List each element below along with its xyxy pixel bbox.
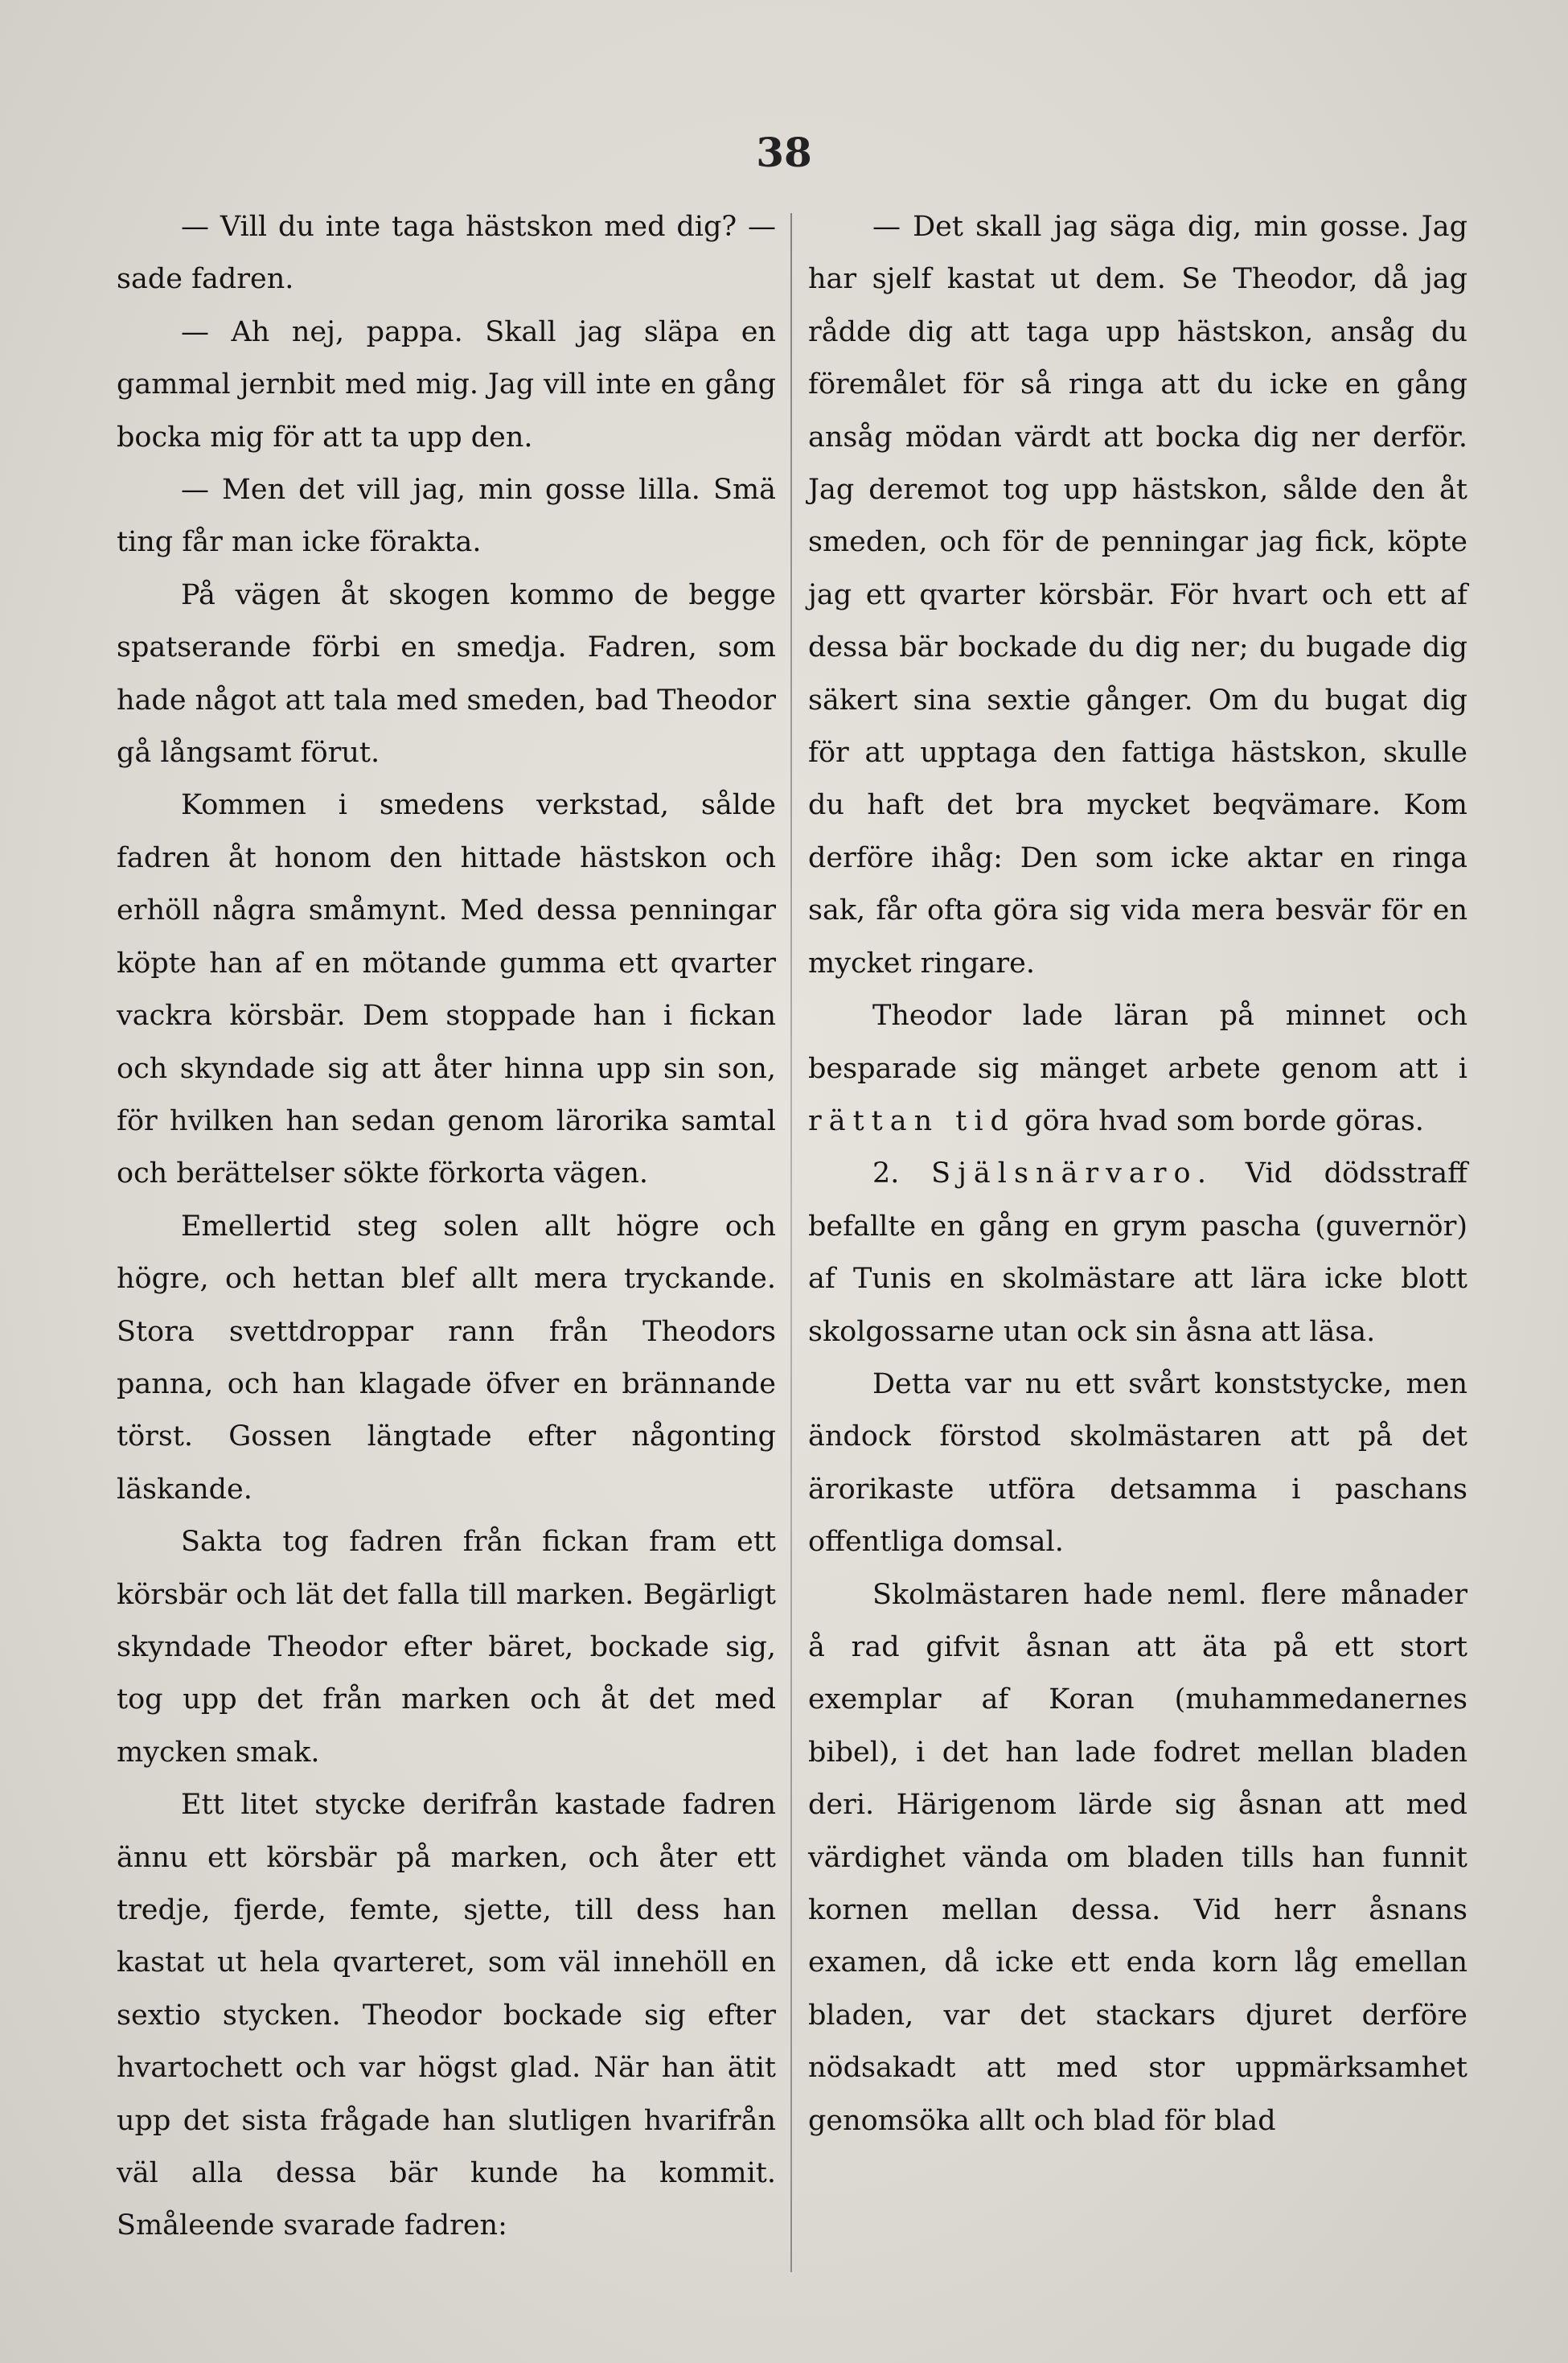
section-title: Själsnärvaro. (931, 1157, 1214, 1190)
left-column (117, 201, 776, 2253)
paragraph: — Ah nej, pappa. Skall jag släpa en gammal jernbit med mig. Jag vill inte en gång bocka mig för att ta upp den. (117, 315, 776, 454)
lesson-text-end: göra hvad som borde göras. (1015, 1104, 1424, 1137)
paragraph: Kommen i smedens verkstad, sålde fadren åt honom den hittade hästskon och erhöll några småmynt. Med dessa penningar köpte han af en mötande gumma ett qvarter vackra körsbär. Dem stoppade han i fickan och skyndade sig att åter hinna upp sin son, för hvilken han sedan genom lärorika samtal och berättelser sökte förkorta vägen. (117, 789, 776, 1190)
paragraph: Emellertid steg solen allt högre och högre, och hettan blef allt mera tryckande. Stora svettdroppar rann från Theodors panna, och han klagade öfver en brännande törst. Gossen längtade efter någonting läskande. (117, 1210, 776, 1506)
lesson-spaced-text: rättan tid (808, 1104, 1016, 1137)
paragraph: Sakta tog fadren från fickan fram ett körsbär och lät det falla till marken. Begärligt skyndade Theodor efter bäret, bockade sig, tog upp det från marken och åt det med mycken smak. (117, 1526, 776, 1769)
section-paragraph (808, 1148, 1467, 1358)
page-number: 38 (756, 129, 812, 176)
section-text: Vid dödsstraff befallte en gång en grym pascha (guvernör) af Tunis en skolmästare att lära icke blott skolgossarne utan ock sin åsna att läsa. (808, 1157, 1467, 1348)
paragraph-lesson (808, 990, 1467, 1148)
right-column (808, 201, 1467, 2147)
column-divider (790, 213, 792, 2272)
paragraph: Skolmästaren hade neml. flere månader å rad gifvit åsnan att äta på ett stort exemplar af Koran (muhammedanernes bibel), i det han lade fodret mellan bladen deri. Härigenom lärde sig åsnan att med värdighet vända om bladen tills han funnit kornen mellan dessa. Vid herr åsnans examen, då icke ett enda korn låg emellan bladen, var det stackars djuret derföre nödsakadt att med stor uppmärksamhet genomsöka allt och blad för blad (808, 1578, 1467, 2137)
paragraph: — Vill du inte taga hästskon med dig? — sade fadren. (117, 211, 776, 296)
paragraph: På vägen åt skogen kommo de begge spatserande förbi en smedja. Fadren, som hade något att tala med smeden, bad Theodor gå långsamt förut. (117, 578, 776, 770)
paragraph: Ett litet stycke derifrån kastade fadren ännu ett körsbär på marken, och åter ett tredje, fjerde, femte, sjette, till dess han kastat ut hela qvarteret, som väl innehöll en sextio stycken. Theodor bockade sig efter hvartochett och var högst glad. När han ätit upp det sista frågade han slutligen hvarifrån väl alla dessa bär kunde ha kommit. Småleende svarade fadren: (117, 1789, 776, 2242)
paragraph: Detta var nu ett svårt konststycke, men ändock förstod skolmästaren att på det ärorikaste utföra detsamma i paschans offentliga domsal. (808, 1367, 1467, 1559)
lesson-text: Theodor lade läran på minnet och besparade sig mänget arbete genom att i (808, 1000, 1467, 1085)
paragraph: — Men det vill jag, min gosse lilla. Smä ting får man icke förakta. (117, 474, 776, 559)
paragraph: — Det skall jag säga dig, min gosse. Jag har sjelf kastat ut dem. Se Theodor, då jag rådde dig att taga upp hästskon, ansåg du föremålet för så ringa att du icke en gång ansåg mödan värdt att bocka dig ner derför. Jag deremot tog upp hästskon, sålde den åt smeden, och för de penningar jag fick, köpte jag ett qvarter körsbär. För hvart och ett af dessa bär bockade du dig ner; du bugade dig säkert sina sextie gånger. Om du bugat dig för att upptaga den fattiga hästskon, skulle du haft det bra mycket beqvämare. Kom derföre ihåg: Den som icke aktar en ringa sak, får ofta göra sig vida mera besvär för en mycket ringare. (808, 211, 1467, 980)
section-number: 2. (872, 1157, 900, 1190)
